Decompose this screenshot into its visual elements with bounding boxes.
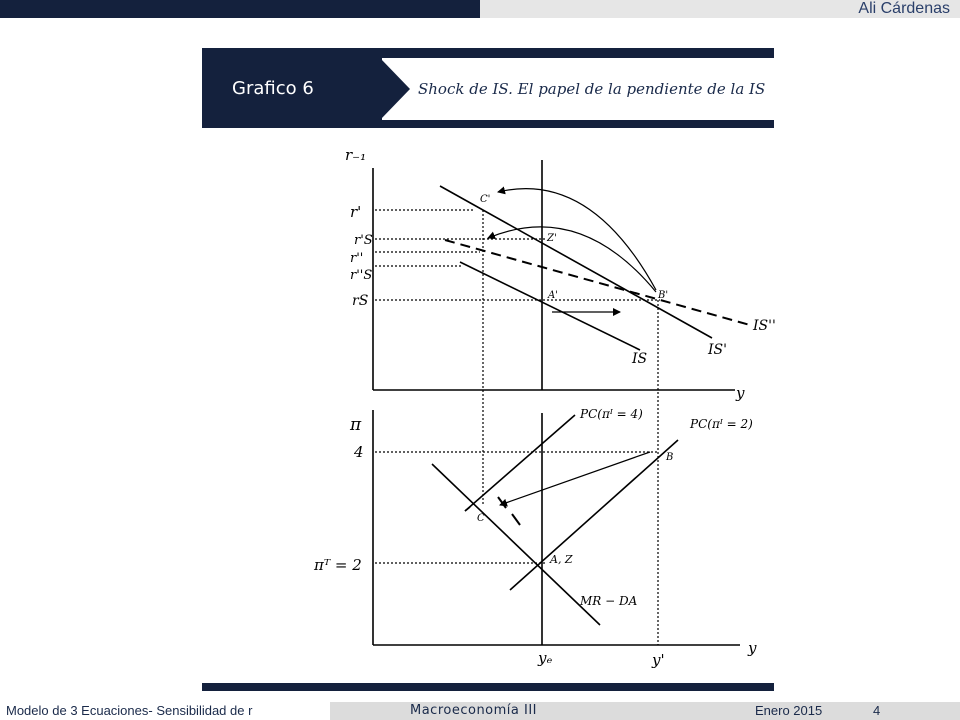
label-a-prime: A': [548, 290, 558, 301]
label-pc-2: PC(πᴵ = 2): [690, 417, 753, 431]
label-c-prime: C': [480, 194, 491, 205]
pc-4-lower: [465, 507, 470, 511]
footer-topic: Modelo de 3 Ecuaciones- Sensibilidad de r: [6, 703, 253, 718]
upper-x-label: y: [736, 384, 745, 402]
label-y-prime: y': [652, 651, 665, 669]
upper-y-label: r₋₁: [345, 146, 367, 164]
author-name: Ali Cárdenas: [858, 0, 950, 17]
pc-4-curve: [465, 415, 575, 511]
arrow-b-to-c: [498, 189, 656, 290]
lower-x-label: y: [748, 639, 757, 657]
dash-c-1: [498, 497, 506, 508]
pc-2-curve: [510, 440, 678, 590]
label-z-prime: Z': [547, 233, 557, 244]
lower-y-label: π: [350, 415, 362, 435]
label-r-dprime: r'': [350, 251, 364, 266]
is-prime-curve: [440, 186, 712, 338]
label-pc-4: PC(πᴵ = 4): [580, 407, 643, 421]
label-ye: yₑ: [538, 649, 553, 667]
label-is-dprime: IS'': [753, 318, 776, 334]
label-b: B: [666, 452, 674, 463]
label-mr-da: MR − DA: [580, 594, 638, 608]
label-rs-prime: r'S: [354, 233, 373, 248]
slide-title: Shock de IS. El papel de la pendiente de la IS: [418, 80, 766, 98]
tick-target: πᵀ = 2: [314, 556, 362, 574]
label-b-prime: B': [658, 290, 669, 301]
label-r-prime: r': [350, 203, 362, 221]
label-rs-dprime: r''S: [350, 268, 373, 283]
mr-da-curve: [432, 464, 600, 625]
footer-date: Enero 2015: [755, 703, 823, 718]
label-is-prime: IS': [708, 342, 727, 358]
label-is: IS: [632, 351, 648, 367]
label-az: A, Z: [550, 553, 573, 566]
footer-course: Macroeconomía III: [410, 703, 538, 718]
bottom-bar: [202, 683, 774, 691]
tick-4: 4: [354, 443, 364, 461]
is-curve: [460, 262, 640, 350]
slide-label: Grafico 6: [232, 78, 314, 99]
footer-page-number: 4: [873, 703, 881, 718]
label-c: C: [477, 513, 485, 524]
label-rs: rS: [352, 293, 369, 309]
dash-c-2: [512, 514, 520, 525]
